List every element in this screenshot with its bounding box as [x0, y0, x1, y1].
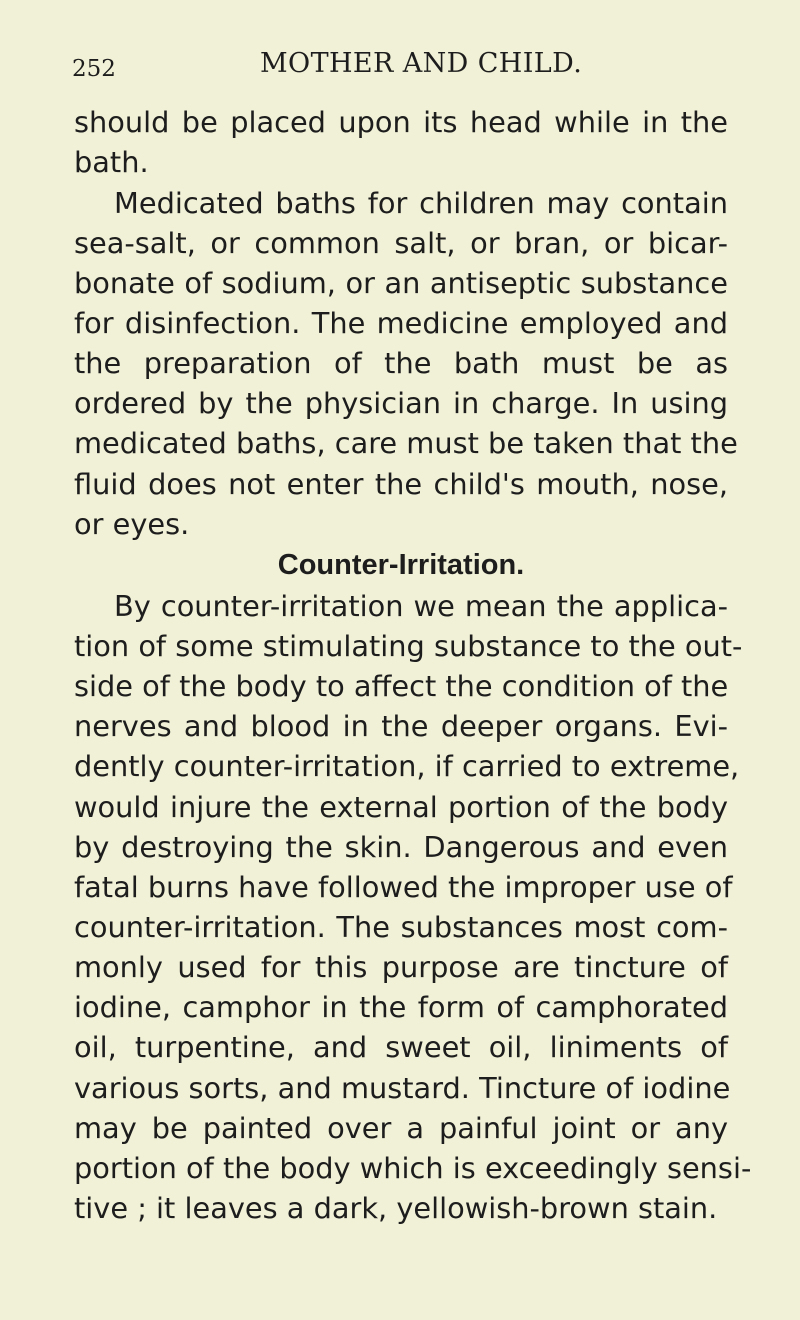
text-line: bath. [74, 145, 149, 179]
text-line: tive ; it leaves a dark, yellowish-brown stain. [74, 1191, 718, 1225]
text-line: bonate of sodium, or an antiseptic substance [74, 266, 728, 300]
text-line: may be painted over a painful joint or any [74, 1111, 728, 1145]
text-line: counter-irritation. The substances most com- [74, 910, 728, 944]
text-line: various sorts, and mustard. Tincture of iodine [74, 1071, 731, 1105]
text-line: Medicated baths for children may contain [114, 186, 728, 220]
text-line: for disinfection. The medicine employed and [74, 306, 728, 340]
text-line: fatal burns have followed the improper use of [74, 870, 733, 904]
text-line: dently counter-irritation, if carried to extreme, [74, 749, 740, 783]
page-number: 252 [72, 56, 116, 82]
text-line: the preparation of the bath must be as [74, 346, 728, 380]
text-line: would injure the external portion of the body [74, 790, 728, 824]
text-line: sea-salt, or common salt, or bran, or bicar- [74, 226, 728, 260]
text-line: By counter-irritation we mean the applica- [114, 589, 728, 623]
text-line: ordered by the physician in charge. In using [74, 386, 728, 420]
text-line: oil, turpentine, and sweet oil, liniments of [74, 1030, 728, 1064]
page-header [72, 44, 732, 88]
text-line: should be placed upon its head while in the [74, 105, 728, 139]
text-line: fluid does not enter the child's mouth, nose, [74, 467, 728, 501]
text-line: side of the body to affect the condition of the [74, 669, 729, 703]
running-head: MOTHER AND CHILD. [260, 48, 583, 79]
section-heading: Counter-Irritation. [277, 549, 525, 581]
text-line: nerves and blood in the deeper organs. Evi- [74, 709, 728, 743]
text-line: medicated baths, care must be taken that the [74, 426, 738, 460]
text-line: by destroying the skin. Dangerous and even [74, 830, 728, 864]
text-line: iodine, camphor in the form of camphorated [74, 990, 728, 1024]
text-line: or eyes. [74, 507, 190, 541]
text-line: monly used for this purpose are tincture of [74, 950, 728, 984]
text-line: portion of the body which is exceedingly sensi- [74, 1151, 752, 1185]
text-line: tion of some stimulating substance to the out- [74, 629, 743, 663]
